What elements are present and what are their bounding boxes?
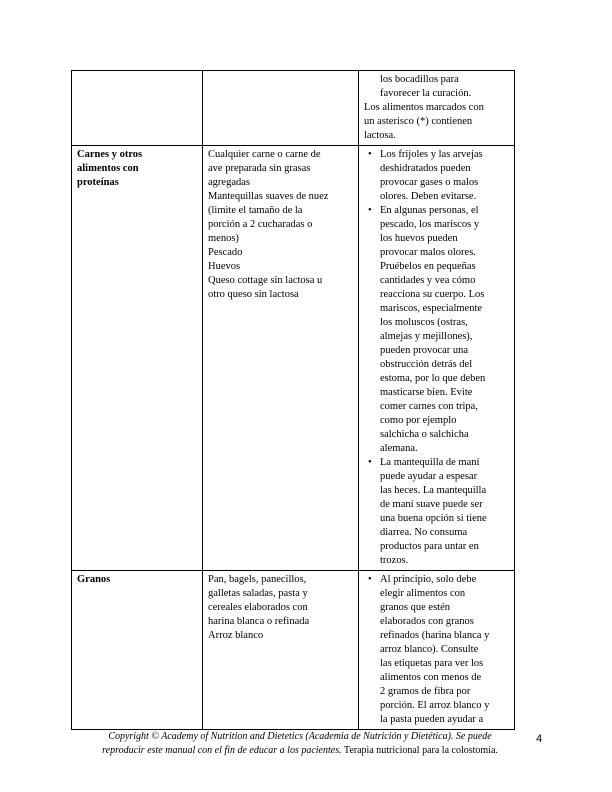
category-label: Carnes y otros bbox=[77, 149, 143, 160]
recommended-line: agregadas bbox=[208, 177, 250, 188]
note-line: • Los frijoles y las arvejas bbox=[380, 149, 483, 160]
recommended-line: ave preparada sin grasas bbox=[208, 163, 311, 174]
recommended-line: Huevos bbox=[208, 261, 241, 272]
note-line: las heces. La mantequilla bbox=[380, 485, 487, 496]
note-line: favorecer la curación. bbox=[380, 88, 472, 99]
table-row-grains bbox=[72, 571, 515, 730]
page-number: 4 bbox=[536, 733, 543, 745]
note-line: la pasta pueden ayudar a bbox=[380, 714, 484, 725]
category-label: alimentos con bbox=[77, 163, 139, 174]
note-line: lactosa. bbox=[364, 130, 396, 141]
note-line: provocar malos olores. bbox=[380, 247, 476, 258]
category-label: proteínas bbox=[77, 177, 119, 188]
copyright-text: Copyright © Academy of Nutrition and Dietetics (Academia de Nutrición y Dietética). Se puede bbox=[108, 731, 492, 742]
recommended-cell bbox=[203, 571, 359, 730]
note-line: un asterisco (*) contienen bbox=[364, 116, 473, 127]
recommended-cell bbox=[203, 71, 359, 146]
note-line: almejas y mejillones), bbox=[380, 331, 473, 342]
list-item bbox=[364, 456, 510, 568]
table-row-continuation bbox=[72, 71, 515, 146]
category-cell bbox=[72, 571, 203, 730]
note-line: cantidades y vea cómo bbox=[380, 275, 476, 286]
note-line: elaborados con granos bbox=[380, 616, 474, 627]
page-footer bbox=[70, 730, 530, 758]
recommended-line: cereales elaborados con bbox=[208, 602, 308, 613]
note-line: mariscos, especialmente bbox=[380, 303, 483, 314]
note-line: de maní suave puede ser bbox=[380, 499, 483, 510]
list-item bbox=[364, 204, 510, 456]
note-line: puede ayudar a espesar bbox=[380, 471, 478, 482]
note-line: alemana. bbox=[380, 443, 418, 454]
note-line: elegir alimentos con bbox=[380, 588, 466, 599]
note-line: una buena opción si tiene bbox=[380, 513, 487, 524]
category-label: Granos bbox=[77, 574, 111, 585]
note-line: comer carnes con tripa, bbox=[380, 401, 478, 412]
recommended-line: porción a 2 cucharadas o bbox=[208, 219, 313, 230]
recommended-cell bbox=[203, 146, 359, 571]
note-line: • En algunas personas, el bbox=[380, 205, 479, 216]
recommended-line: Arroz blanco bbox=[208, 630, 264, 641]
list-item bbox=[364, 148, 510, 204]
table-row-proteins bbox=[72, 146, 515, 571]
recommended-line: harina blanca o refinada bbox=[208, 616, 310, 627]
note-line: masticarse bien. Evite bbox=[380, 387, 473, 398]
note-line: reacciona su cuerpo. Los bbox=[380, 289, 485, 300]
recommended-line: otro queso sin lactosa bbox=[208, 289, 299, 300]
note-line: granos que estén bbox=[380, 602, 450, 613]
note-line: trozos. bbox=[380, 555, 409, 566]
note-line: pueden provocar una bbox=[380, 345, 469, 356]
note-line: Pruébelos en pequeñas bbox=[380, 261, 476, 272]
category-cell bbox=[72, 71, 203, 146]
list-item bbox=[364, 573, 510, 727]
note-line: los huevos pueden bbox=[380, 233, 458, 244]
recommended-line: galletas saladas, pasta y bbox=[208, 588, 308, 599]
note-line: 2 gramos de fibra por bbox=[380, 686, 471, 697]
notes-list bbox=[364, 148, 510, 568]
recommended-line: Queso cottage sin lactosa u bbox=[208, 275, 323, 286]
note-line: pescado, los mariscos y bbox=[380, 219, 480, 230]
note-line: estoma, por lo que deben bbox=[380, 373, 486, 384]
recommended-line: Mantequillas suaves de nuez bbox=[208, 191, 329, 202]
notes-cell bbox=[359, 146, 515, 571]
diet-guidelines-table bbox=[71, 70, 515, 730]
note-line: porción. El arroz blanco y bbox=[380, 700, 490, 711]
recommended-line: Cualquier carne o carne de bbox=[208, 149, 321, 160]
recommended-line: Pescado bbox=[208, 247, 243, 258]
note-line: alimentos con menos de bbox=[380, 672, 482, 683]
note-line: olores. Deben evitarse. bbox=[380, 191, 477, 202]
note-line: los moluscos (ostras, bbox=[380, 317, 468, 328]
copyright-text: reproducir este manual con el fin de educar a los pacientes. bbox=[102, 745, 342, 756]
note-line: diarrea. No consuma bbox=[380, 527, 468, 538]
notes-cell bbox=[359, 71, 515, 146]
handout-title: Terapia nutricional para la colostomía. bbox=[341, 745, 498, 756]
note-line: deshidratados pueden bbox=[380, 163, 471, 174]
note-line: productos para untar en bbox=[380, 541, 479, 552]
note-line: Los alimentos marcados con bbox=[364, 102, 484, 113]
note-line: las etiquetas para ver los bbox=[380, 658, 484, 669]
note-line: refinados (harina blanca y bbox=[380, 630, 490, 641]
note-line: los bocadillos para bbox=[380, 74, 459, 85]
note-line: arroz blanco). Consulte bbox=[380, 644, 479, 655]
note-line: salchicha o salchicha bbox=[380, 429, 469, 440]
recommended-line: (limite el tamaño de la bbox=[208, 205, 303, 216]
note-line: obstrucción detrás del bbox=[380, 359, 473, 370]
recommended-line: menos) bbox=[208, 233, 239, 244]
category-cell bbox=[72, 146, 203, 571]
note-line: • La mantequilla de maní bbox=[380, 457, 480, 468]
note-line: como por ejemplo bbox=[380, 415, 457, 426]
notes-list bbox=[364, 573, 510, 727]
recommended-line: Pan, bagels, panecillos, bbox=[208, 574, 307, 585]
note-line: • Al principio, solo debe bbox=[380, 574, 477, 585]
note-line: provocar gases o malos bbox=[380, 177, 479, 188]
notes-cell bbox=[359, 571, 515, 730]
